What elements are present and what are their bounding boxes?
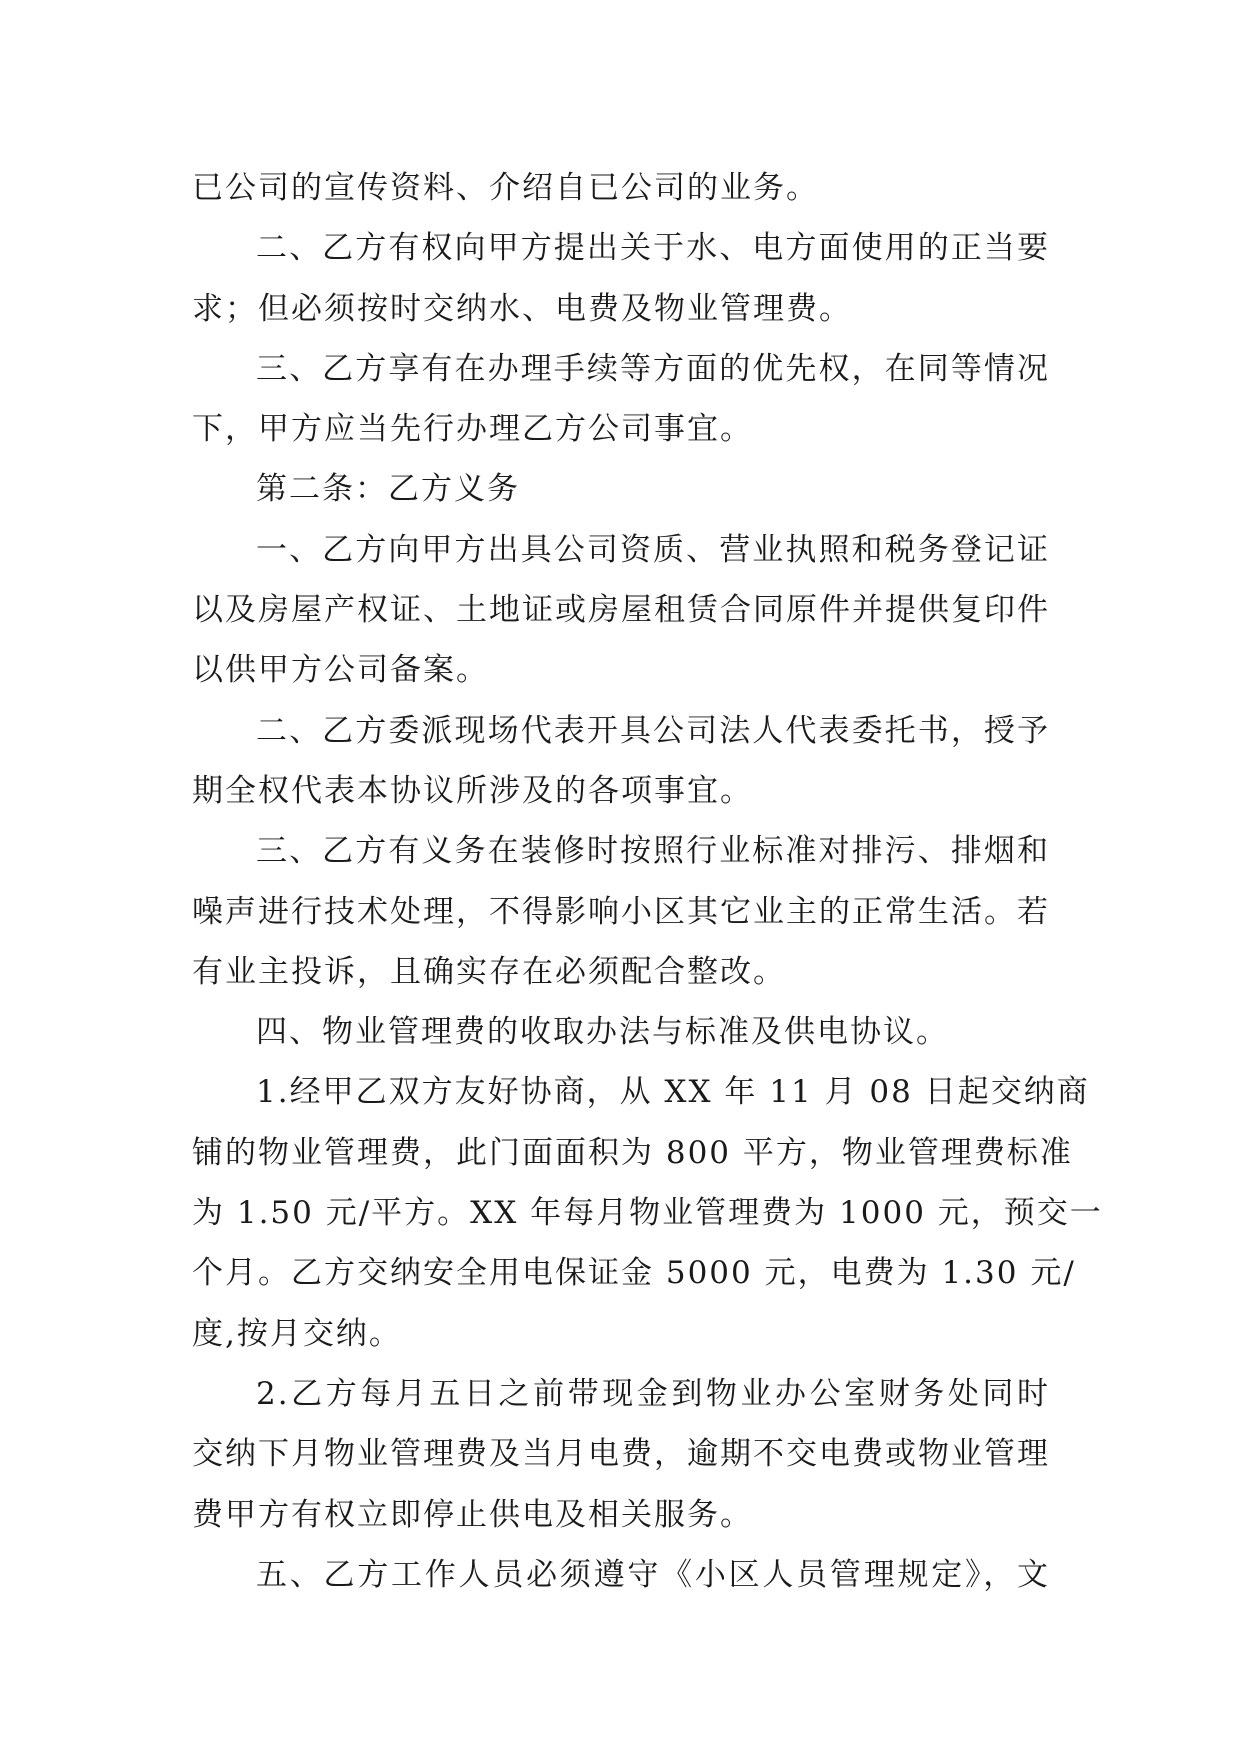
text-line: 四、物业管理费的收取办法与标准及供电协议。 — [256, 1014, 949, 1051]
text-line: 为 1.50 元/平方。XX 年每月物业管理费为 1000 元，预交一 — [192, 1195, 1103, 1232]
text-line: 二、乙方有权向甲方提出关于水、电方面使用的正当要 — [256, 230, 1050, 267]
text-line: 已公司的宣传资料、介绍自已公司的业务。 — [192, 170, 819, 206]
text-line: 以及房屋产权证、土地证或房屋租赁合同原件并提供复印件 — [192, 592, 1050, 629]
text-line: 个月。乙方交纳安全用电保证金 5000 元，电费为 1.30 元/ — [192, 1255, 1076, 1292]
text-line: 期全权代表本协议所涉及的各项事宜。 — [192, 772, 753, 809]
text-line: 交纳下月物业管理费及当月电费，逾期不交电费或物业管理 — [192, 1436, 1050, 1473]
text-line: 费甲方有权立即停止供电及相关服务。 — [192, 1496, 753, 1533]
text-line: 2.乙方每月五日之前带现金到物业办公室财务处同时 — [256, 1375, 1050, 1412]
text-line: 1.经甲乙双方友好协商，从 XX 年 11 月 08 日起交纳商 — [256, 1074, 1090, 1111]
text-line: 三、乙方有义务在装修时按照行业标准对排污、排烟和 — [256, 833, 1050, 870]
text-line: 以供甲方公司备案。 — [192, 652, 489, 689]
text-line: 铺的物业管理费，此门面面积为 800 平方，物业管理费标准 — [192, 1134, 1073, 1171]
text-line: 五、乙方工作人员必须遵守《小区人员管理规定》，文 — [256, 1556, 1050, 1593]
text-line: 下，甲方应当先行办理乙方公司事宜。 — [192, 411, 753, 448]
text-line: 三、乙方享有在办理手续等方面的优先权，在同等情况 — [256, 350, 1050, 387]
text-line: 度,按月交纳。 — [192, 1315, 402, 1352]
text-line: 噪声进行技术处理，不得影响小区其它业主的正常生活。若 — [192, 893, 1050, 930]
document-body — [192, 158, 1103, 1605]
text-line: 有业主投诉，且确实存在必须配合整改。 — [192, 953, 786, 990]
text-line: 求；但必须按时交纳水、电费及物业管理费。 — [192, 290, 852, 327]
section-heading: 第二条：乙方义务 — [256, 471, 520, 508]
text-line: 二、乙方委派现场代表开具公司法人代表委托书，授予 — [256, 712, 1050, 749]
text-line: 一、乙方向甲方出具公司资质、营业执照和税务登记证 — [256, 531, 1050, 568]
